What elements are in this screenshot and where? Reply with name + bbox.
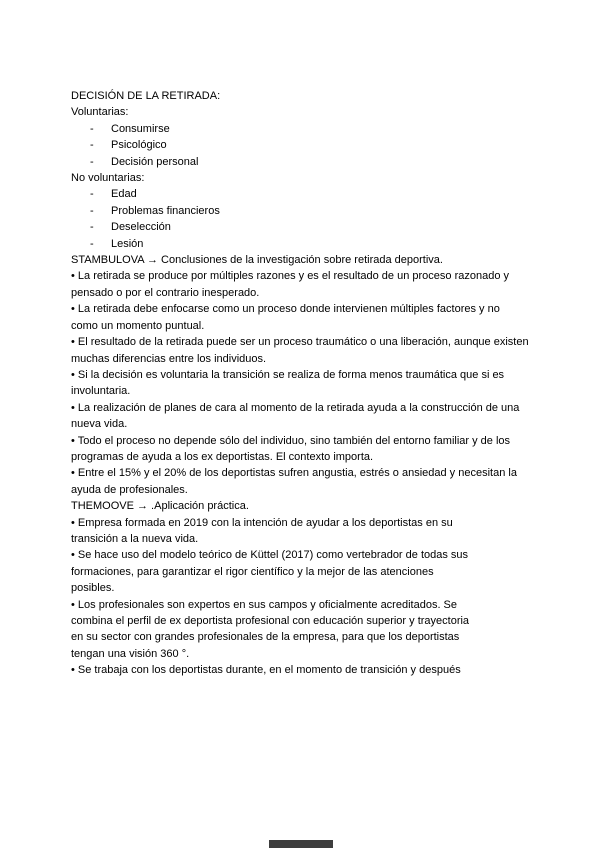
bullet-item: • La retirada debe enfocarse como un proceso donde intervienen múltiples factores y no como un momento puntual. bbox=[71, 303, 500, 332]
voluntarias-label: Voluntarias: bbox=[71, 106, 129, 119]
themoove-heading: THEMOOVE → .Aplicación práctica. bbox=[71, 500, 249, 513]
list-item-text: Psicológico bbox=[111, 139, 167, 152]
bullet-item: • La realización de planes de cara al momento de la retirada ayuda a la construcción de una nueva vida. bbox=[71, 401, 520, 431]
list-item-text: Problemas financieros bbox=[111, 204, 220, 217]
list-item-text: Deselección bbox=[111, 221, 171, 234]
dash-marker: - bbox=[90, 237, 94, 250]
list-item bbox=[71, 203, 529, 219]
bullet-item: • Empresa formada en 2019 con la intención de ayudar a los deportistas en su transición a la nueva vida. bbox=[71, 516, 453, 545]
bullet-item: • Se trabaja con los deportistas durante, en el momento de transición y después bbox=[71, 664, 461, 677]
bottom-bar bbox=[269, 840, 333, 848]
dash-marker: - bbox=[90, 188, 94, 201]
dash-marker: - bbox=[90, 204, 94, 217]
voluntarias-list bbox=[71, 121, 529, 170]
stambulova-heading: STAMBULOVA → Conclusiones de la investigación sobre retirada deportiva. bbox=[71, 254, 443, 267]
list-item bbox=[71, 236, 529, 252]
list-item bbox=[71, 121, 529, 137]
list-item bbox=[71, 186, 529, 202]
document-page bbox=[71, 88, 529, 679]
themoove-bullets bbox=[71, 515, 529, 679]
bullet-item: • Todo el proceso no depende sólo del individuo, sino también del entorno familiar y de los programas de ayuda a los ex deportistas. El contexto importa. bbox=[71, 434, 511, 463]
stambulova-bullets bbox=[71, 268, 529, 498]
dash-marker: - bbox=[90, 221, 94, 234]
dash-marker: - bbox=[90, 122, 94, 135]
dash-marker: - bbox=[90, 155, 94, 168]
list-item bbox=[71, 154, 529, 170]
bullet-item: • Si la decisión es voluntaria la transición se realiza de forma menos traumática que si es involuntaria. bbox=[71, 368, 505, 398]
list-item-text: Lesión bbox=[111, 237, 144, 250]
list-item-text: Edad bbox=[111, 188, 137, 201]
bullet-item: • Los profesionales son expertos en sus campos y oficialmente acreditados. Se combina el perfil de ex deportista profesional con educación superior y trayectoria en su sector con grandes profesionales de la empresa, para que los deportistas tengan una visión 360 °. bbox=[71, 598, 470, 660]
no-voluntarias-label: No voluntarias: bbox=[71, 172, 145, 185]
list-item bbox=[71, 137, 529, 153]
dash-marker: - bbox=[90, 139, 94, 152]
bullet-item: • La retirada se produce por múltiples razones y es el resultado de un proceso razonado y pensado o por el contrario inesperado. bbox=[71, 270, 509, 299]
list-item-text: Consumirse bbox=[111, 122, 170, 135]
bullet-item: • Entre el 15% y el 20% de los deportistas sufren angustia, estrés o ansiedad y necesitan la ayuda de profesionales. bbox=[71, 467, 517, 496]
no-voluntarias-list bbox=[71, 186, 529, 252]
bullet-item: • El resultado de la retirada puede ser un proceso traumático o una liberación, aunque existen muchas diferencias entre los individuos. bbox=[71, 336, 529, 365]
list-item-text: Decisión personal bbox=[111, 155, 199, 168]
list-item bbox=[71, 219, 529, 235]
bullet-item: • Se hace uso del modelo teórico de Küttel (2017) como vertebrador de todas sus formaciones, para garantizar el rigor científico y la mejor de las atenciones posibles. bbox=[71, 549, 469, 595]
doc-title: DECISIÓN DE LA RETIRADA: bbox=[71, 90, 221, 102]
